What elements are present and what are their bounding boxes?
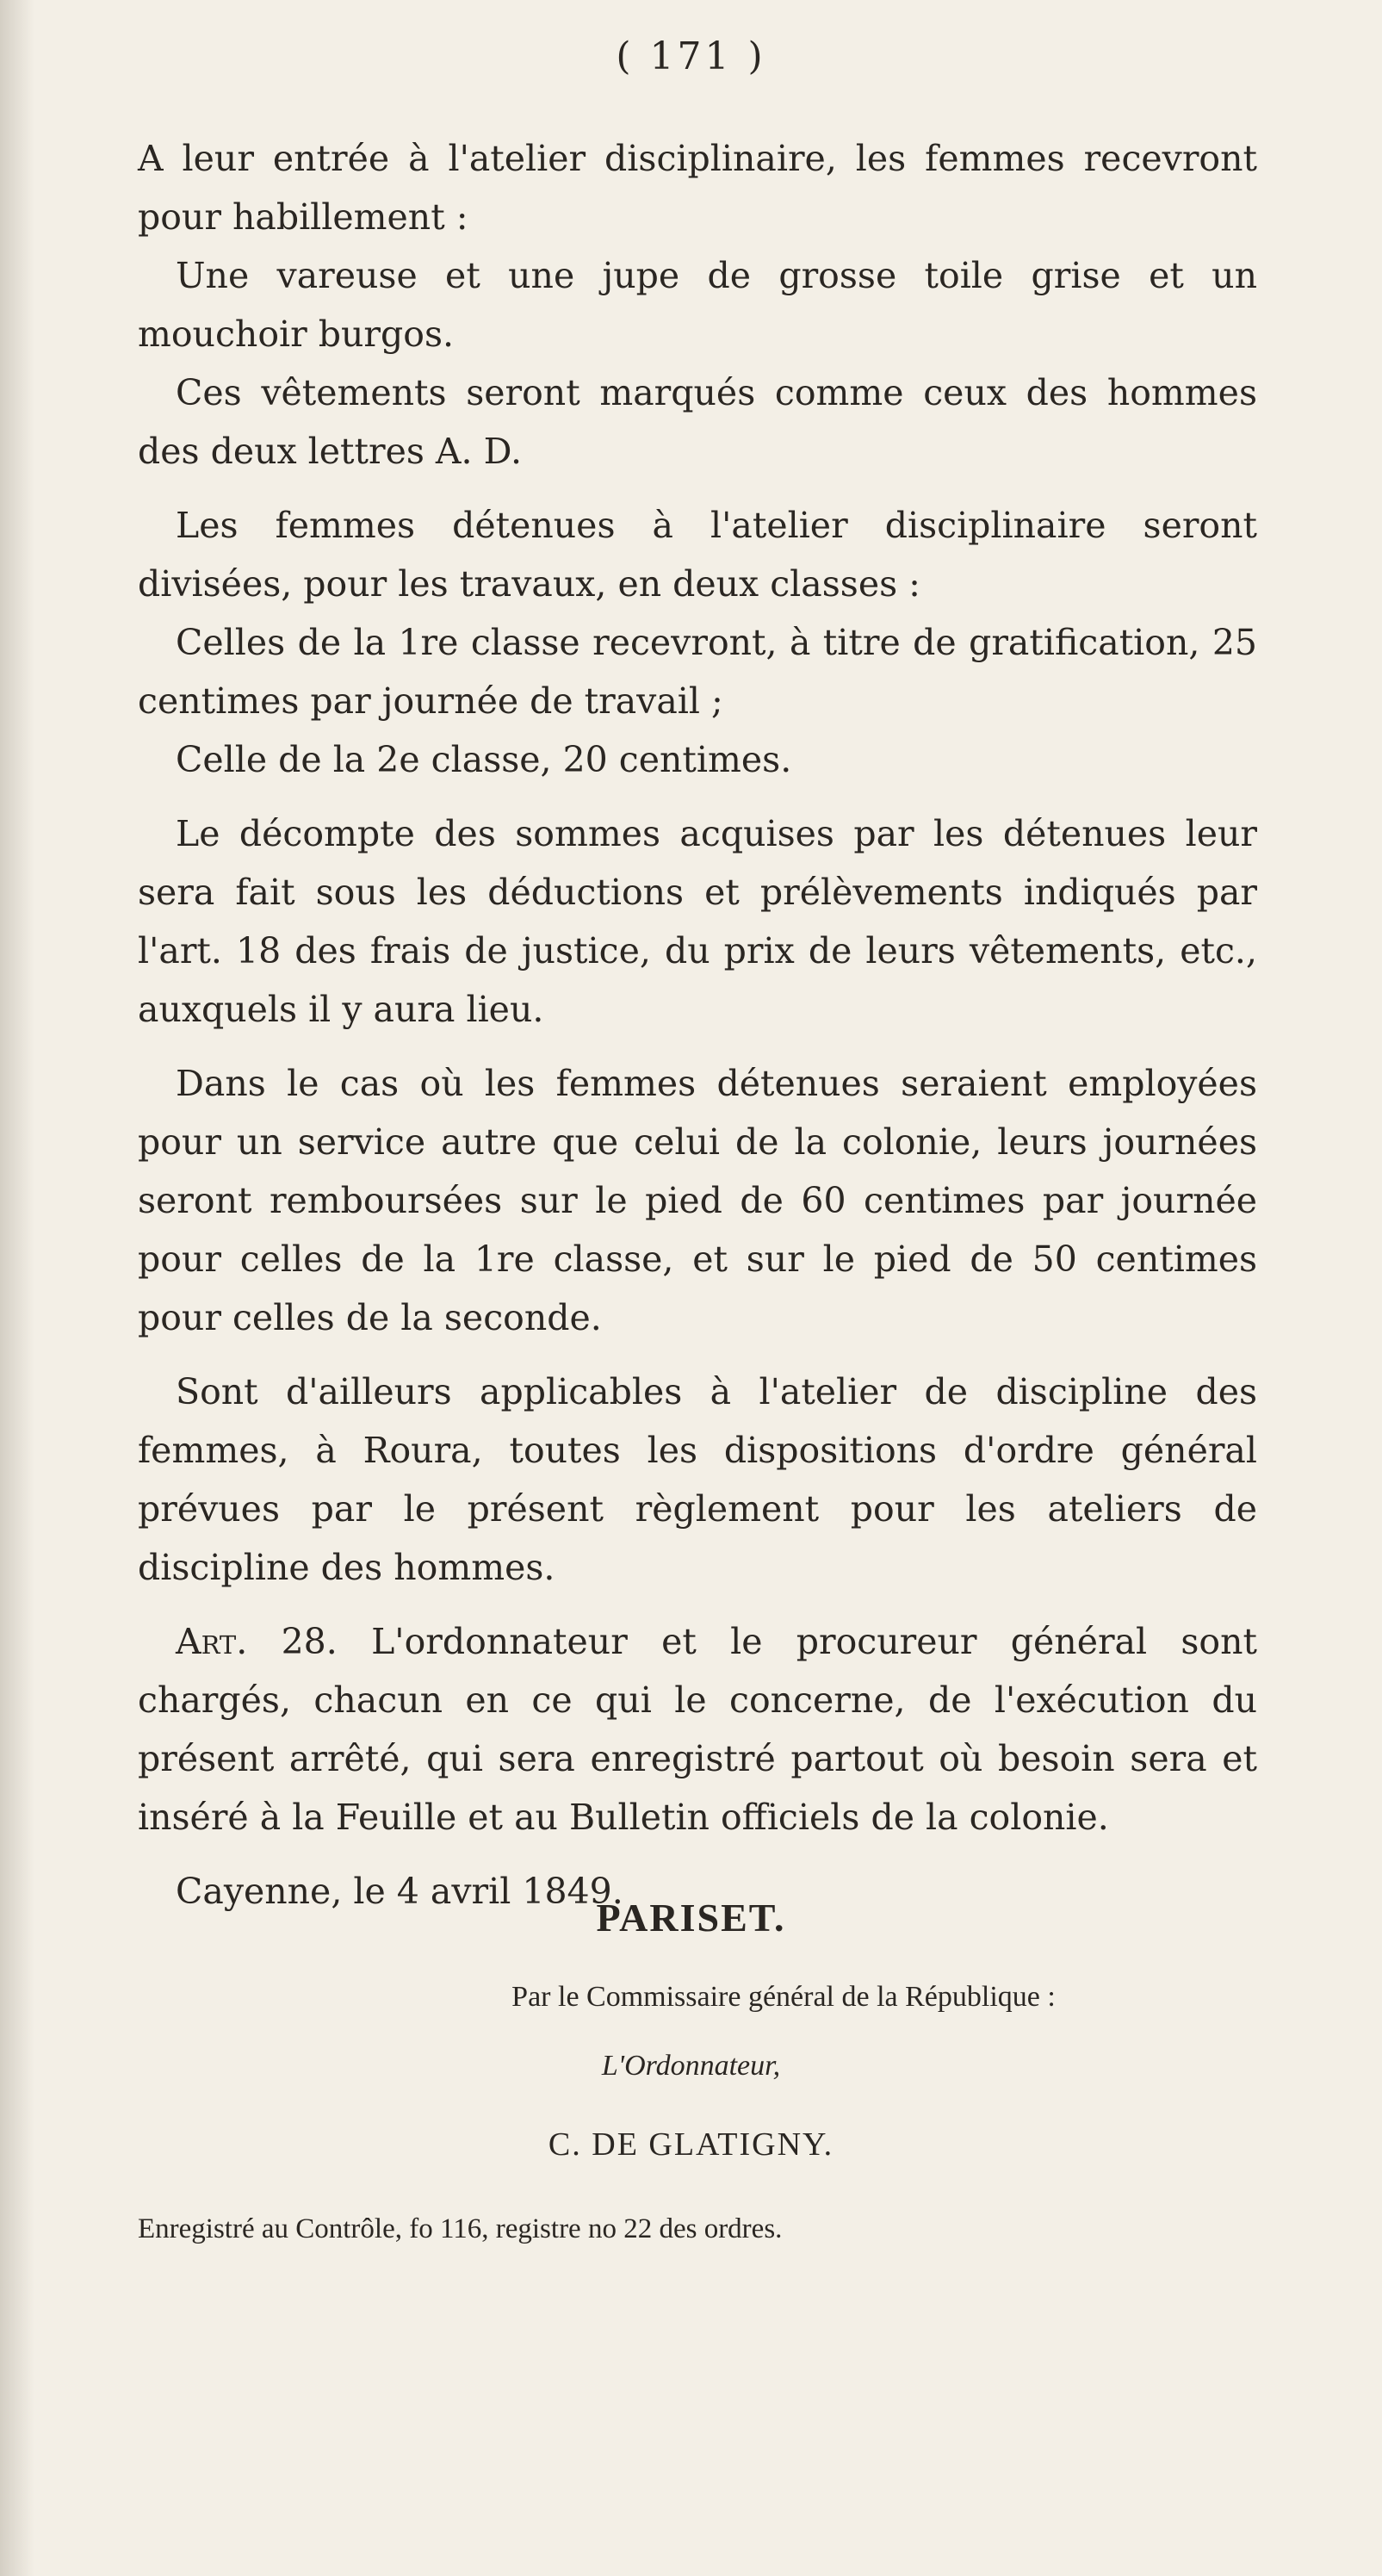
signature-authority: Par le Commissaire général de la République : xyxy=(511,1981,1056,2013)
article-text: L'ordonnateur et le procureur général sont chargés, chacun en ce qui le concerne, de l'exécution du présent arrêté, qui sera enregistré partout où besoin sera et inséré à la Feuille et au Bulletin officiels de la colonie. xyxy=(138,1621,1257,1838)
article-label: Art. 28. xyxy=(176,1621,338,1662)
page-number: ( 171 ) xyxy=(616,34,766,78)
paragraph-deuxieme-classe: Celle de la 2e classe, 20 centimes. xyxy=(176,739,792,780)
article-28 xyxy=(138,1612,1257,1847)
body-text xyxy=(138,129,1257,1921)
paragraph-classes: Les femmes détenues à l'atelier disciplinaire seront divisées, pour les travaux, en deux classes : xyxy=(138,505,1257,605)
paragraph-service-autre: Dans le cas où les femmes détenues seraient employées pour un service autre que celui de la colonie, leurs journées seront remboursées sur le pied de 60 centimes par journée pour celles de la 1re classe, et sur le pied de 50 centimes pour celles de la seconde. xyxy=(138,1063,1257,1338)
signature-official: C. DE GLATIGNY. xyxy=(548,2126,834,2163)
date-line: Cayenne, le 4 avril 1849. xyxy=(176,1871,623,1912)
paragraph-vareuse: Une vareuse et une jupe de grosse toile grise et un mouchoir burgos. xyxy=(138,255,1257,355)
registration-note: Enregistré au Contrôle, fo 116, registre no 22 des ordres. xyxy=(138,2213,783,2244)
paragraph-decompte: Le décompte des sommes acquises par les détenues leur sera fait sous les déductions et prélèvements indiqués par l'art. 18 des frais de justice, du prix de leurs vêtements, etc., auxquels il y aura lieu. xyxy=(138,813,1257,1030)
paragraph-marques: Ces vêtements seront marqués comme ceux des hommes des deux lettres A. D. xyxy=(138,372,1257,472)
paragraph-premiere-classe: Celles de la 1re classe recevront, à titre de gratification, 25 centimes par journée de travail ; xyxy=(138,622,1257,722)
signature-name: PARISET. xyxy=(596,1896,786,1940)
signature-role: L'Ordonnateur, xyxy=(601,2050,781,2082)
paragraph-habillement: A leur entrée à l'atelier disciplinaire, les femmes recevront pour habillement : xyxy=(138,138,1257,238)
paragraph-dispositions: Sont d'ailleurs applicables à l'atelier de discipline des femmes, à Roura, toutes les dispositions d'ordre général prévues par le présent règlement pour les ateliers de discipline des hommes. xyxy=(138,1371,1257,1588)
